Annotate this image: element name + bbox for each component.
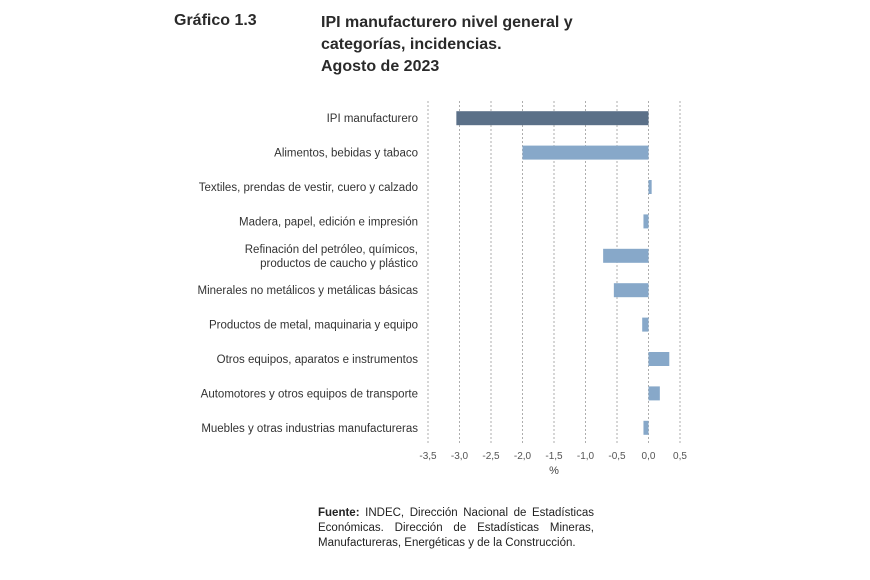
bar (523, 146, 649, 160)
category-label: Muebles y otras industrias manufactureras (201, 422, 418, 435)
x-tick-label: 0,0 (641, 451, 656, 462)
category-label: productos de caucho y plástico (260, 257, 418, 270)
category-label: Madera, papel, edición e impresión (239, 216, 418, 229)
bar (643, 214, 648, 228)
x-tick-label: 0,5 (673, 451, 687, 462)
x-tick-label: -0,5 (608, 451, 626, 462)
bar (649, 386, 660, 400)
x-tick-label: -1,0 (576, 451, 595, 462)
category-label: Automotores y otros equipos de transporte (200, 388, 418, 401)
x-tick-label: -2,5 (482, 451, 500, 462)
x-axis-ticks (419, 451, 687, 462)
category-label: IPI manufacturero (326, 113, 418, 126)
category-label: Minerales no metálicos y metálicas básicas (197, 285, 418, 298)
bars (456, 111, 669, 435)
bar (456, 111, 648, 125)
category-label: Refinación del petróleo, químicos, (244, 243, 418, 256)
bar (649, 352, 670, 366)
chart-title-line-1: IPI manufacturero nivel general y (321, 14, 573, 31)
category-label: Textiles, prendas de vestir, cuero y calzado (198, 182, 418, 194)
bar (649, 180, 652, 194)
bar (603, 249, 648, 263)
x-tick-label: -1,5 (545, 451, 563, 462)
category-labels (197, 113, 418, 435)
x-tick-label: -3,5 (419, 451, 437, 462)
chart-title-line-3: Agosto de 2023 (321, 58, 440, 75)
chart-title-line-2: categorías, incidencias. (321, 36, 502, 53)
source-label: Fuente: (318, 507, 360, 519)
x-tick-label: -2,0 (513, 451, 532, 462)
category-label: Otros equipos, aparatos e instrumentos (216, 354, 418, 366)
bar (642, 318, 648, 332)
category-label: Alimentos, bebidas y tabaco (274, 147, 418, 160)
source-text: INDEC, Dirección Nacional de Estadísticas Económicas. Dirección de Estadísticas Mineras, Manufactureras, Energéticas y de la Construcción. (318, 507, 594, 549)
x-axis-label: % (549, 465, 559, 477)
bar (614, 283, 649, 297)
category-label: Productos de metal, maquinaria y equipo (208, 319, 418, 332)
x-tick-label: -3,0 (450, 451, 469, 462)
figure-number: Gráfico 1.3 (174, 12, 257, 29)
bar (643, 421, 648, 435)
source-note (318, 506, 594, 551)
